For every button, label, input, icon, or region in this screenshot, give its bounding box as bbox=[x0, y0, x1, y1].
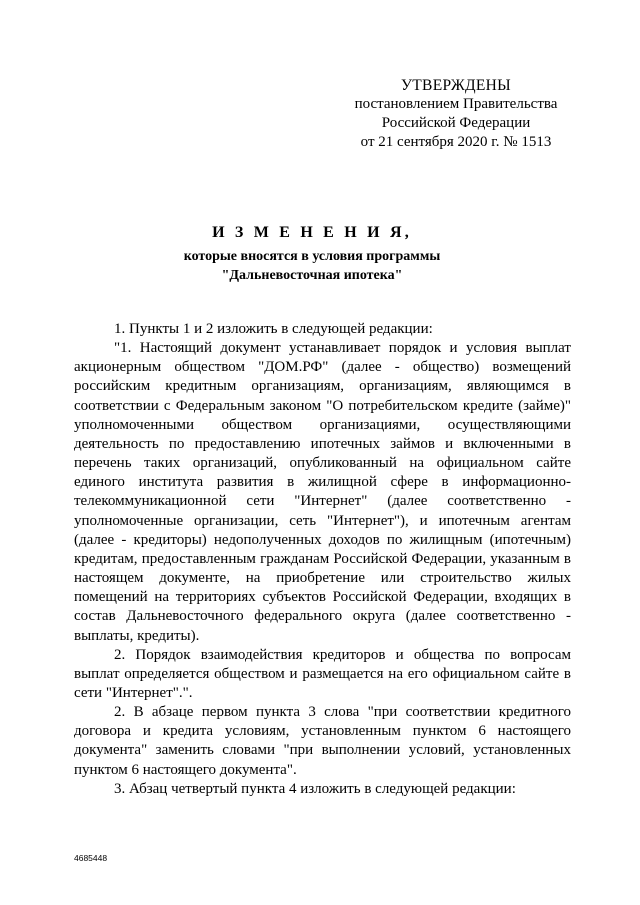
document-title: И З М Е Н Е Н И Я, bbox=[212, 224, 412, 241]
approval-block bbox=[330, 76, 582, 152]
paragraph-1: 1. Пункты 1 и 2 изложить в следующей редакции: bbox=[114, 321, 433, 337]
document-subtitle-line-1: которые вносятся в условия программы bbox=[183, 249, 441, 264]
document-number: 4685448 bbox=[74, 853, 108, 863]
paragraph-5: 3. Абзац четвертый пункта 4 изложить в следующей редакции: bbox=[114, 780, 516, 797]
paragraph-4: 2. В абзаце первом пункта 3 слова "при соответствии кредитного договора и кредита условиям, установленным пунктом 6 настоящего документа" заменить словами "при выполнении условий, установленных пунктом 6 настоящего документа". bbox=[74, 704, 571, 778]
paragraph-3: 2. Порядок взаимодействия кредиторов и общества по вопросам выплат определяется обществом и размещается на его официальном сайте в сети "Интернет".". bbox=[74, 646, 571, 701]
document-body bbox=[74, 320, 571, 799]
approval-title: УТВЕРЖДЕНЫ bbox=[401, 77, 511, 94]
approval-line-1: постановлением Правительства bbox=[354, 96, 558, 112]
paragraph-2: "1. Настоящий документ устанавливает порядок и условия выплат акционерным обществом "ДОМ.РФ" (далее - общество) возмещений российским кредитным организациям, организациям, являющимся в соответствии с Федеральным законом "О потребительском кредите (займе)" уполномоченными обществом организациями, осуществляющими деятельность по предоставлению ипотечных займов и включенными в перечень таких организаций, опубликованный на официальном сайте единого института развития в жилищной сфере в информационно-телекоммуникационной сети "Интернет" (далее соответственно - уполномоченные организации, сеть "Интернет"), и ипотечным агентам (далее - кредиторы) недополученных доходов по жилищным (ипотечным) кредитам, предоставленным гражданам Российской Федерации, указанным в настоящем документе, на приобретение или строительство жилых помещений на территориях субъектов Российской Федерации, входящих в состав Дальневосточного федерального округа (далее соответственно - выплаты, кредиты). bbox=[74, 340, 571, 644]
document-subtitle bbox=[0, 247, 624, 285]
document-subtitle-line-2: "Дальневосточная ипотека" bbox=[221, 268, 403, 283]
approval-line-2: Российской Федерации bbox=[381, 115, 531, 131]
approval-line-3: от 21 сентября 2020 г. № 1513 bbox=[360, 134, 552, 150]
